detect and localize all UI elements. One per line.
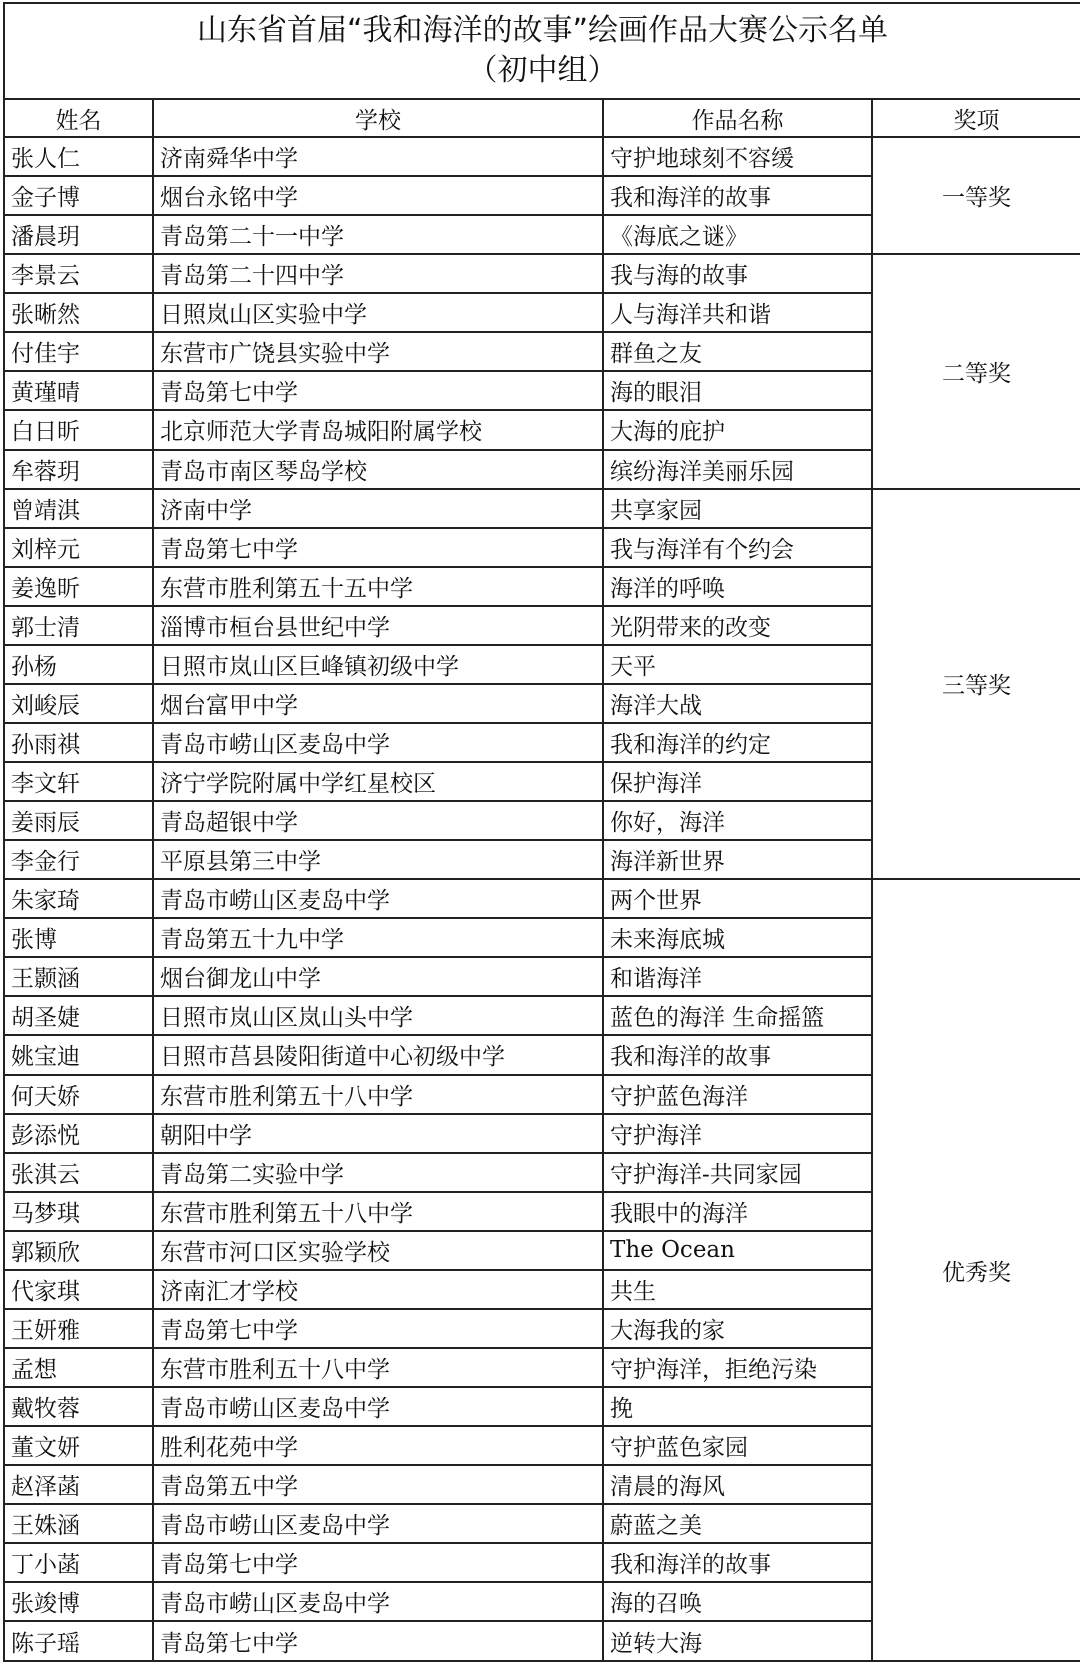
artwork-title: 守护蓝色家园	[603, 1426, 872, 1465]
student-name: 曾靖淇	[4, 489, 153, 528]
school-name: 淄博市桓台县世纪中学	[153, 606, 603, 645]
artwork-title: 保护海洋	[603, 762, 872, 801]
school-name: 东营市胜利五十八中学	[153, 1348, 603, 1387]
artwork-title: 守护海洋-共同家园	[603, 1153, 872, 1192]
title-main: 山东省首届“我和海洋的故事”绘画作品大赛公示名单	[196, 13, 889, 48]
school-name: 东营市胜利第五十八中学	[153, 1192, 603, 1231]
student-name: 金子博	[4, 176, 153, 215]
artwork-title: 共生	[603, 1270, 872, 1309]
school-name: 日照市岚山区巨峰镇初级中学	[153, 645, 603, 684]
student-name: 王姝涵	[4, 1504, 153, 1543]
student-name: 张晰然	[4, 293, 153, 332]
student-name: 张竣博	[4, 1582, 153, 1621]
student-name: 张博	[4, 918, 153, 957]
student-name: 戴牧蓉	[4, 1387, 153, 1426]
school-name: 青岛第七中学	[153, 1309, 603, 1348]
school-name: 青岛市崂山区麦岛中学	[153, 1582, 603, 1621]
school-name: 东营市胜利第五十八中学	[153, 1075, 603, 1114]
artwork-title: 蔚蓝之美	[603, 1504, 872, 1543]
artwork-title: 海洋大战	[603, 684, 872, 723]
artwork-title: 守护地球刻不容缓	[603, 137, 872, 176]
award-level: 三等奖	[872, 489, 1080, 880]
school-name: 青岛市崂山区麦岛中学	[153, 1387, 603, 1426]
artwork-title: 共享家园	[603, 489, 872, 528]
artwork-title: 海洋的呼唤	[603, 567, 872, 606]
student-name: 李文轩	[4, 762, 153, 801]
student-name: 白日昕	[4, 410, 153, 449]
artwork-title: 挽	[603, 1387, 872, 1426]
school-name: 东营市河口区实验学校	[153, 1231, 603, 1270]
school-name: 青岛市崂山区麦岛中学	[153, 723, 603, 762]
school-name: 青岛市南区琴岛学校	[153, 450, 603, 489]
school-name: 青岛第七中学	[153, 371, 603, 410]
school-name: 日照市岚山区岚山头中学	[153, 996, 603, 1035]
school-name: 济南汇才学校	[153, 1270, 603, 1309]
artwork-title: 守护海洋	[603, 1114, 872, 1153]
student-name: 牟蓉玥	[4, 450, 153, 489]
student-name: 王颢涵	[4, 957, 153, 996]
student-name: 朱家琦	[4, 879, 153, 918]
school-name: 朝阳中学	[153, 1114, 603, 1153]
student-name: 彭添悦	[4, 1114, 153, 1153]
student-name: 李景云	[4, 254, 153, 293]
artwork-title: 逆转大海	[603, 1621, 872, 1661]
student-name: 陈子瑶	[4, 1621, 153, 1661]
table-row	[4, 879, 1080, 918]
student-name: 张淇云	[4, 1153, 153, 1192]
artwork-title: 《海底之谜》	[603, 215, 872, 254]
school-name: 北京师范大学青岛城阳附属学校	[153, 410, 603, 449]
school-name: 青岛市崂山区麦岛中学	[153, 1504, 603, 1543]
student-name: 姜雨辰	[4, 801, 153, 840]
school-name: 青岛市崂山区麦岛中学	[153, 879, 603, 918]
artwork-title: 海的召唤	[603, 1582, 872, 1621]
student-name: 孙杨	[4, 645, 153, 684]
student-name: 潘晨玥	[4, 215, 153, 254]
award-list-body	[4, 137, 1080, 1661]
award-level: 二等奖	[872, 254, 1080, 488]
school-name: 济宁学院附属中学红星校区	[153, 762, 603, 801]
student-name: 孟想	[4, 1348, 153, 1387]
school-name: 东营市广饶县实验中学	[153, 332, 603, 371]
school-name: 烟台富甲中学	[153, 684, 603, 723]
school-name: 济南舜华中学	[153, 137, 603, 176]
award-list-table	[3, 2, 1080, 1662]
artwork-title: 大海的庇护	[603, 410, 872, 449]
student-name: 马梦琪	[4, 1192, 153, 1231]
school-name: 青岛第二十一中学	[153, 215, 603, 254]
artwork-title: 和谐海洋	[603, 957, 872, 996]
artwork-title: 海的眼泪	[603, 371, 872, 410]
table-row	[4, 254, 1080, 293]
header-row	[4, 99, 1080, 137]
header-work: 作品名称	[603, 99, 872, 137]
award-level: 优秀奖	[872, 879, 1080, 1661]
header-name: 姓名	[4, 99, 153, 137]
school-name: 青岛第七中学	[153, 1543, 603, 1582]
artwork-title: The Ocean	[603, 1231, 872, 1270]
school-name: 济南中学	[153, 489, 603, 528]
school-name: 日照岚山区实验中学	[153, 293, 603, 332]
artwork-title: 未来海底城	[603, 918, 872, 957]
artwork-title: 群鱼之友	[603, 332, 872, 371]
artwork-title: 光阴带来的改变	[603, 606, 872, 645]
student-name: 黄瑾晴	[4, 371, 153, 410]
artwork-title: 两个世界	[603, 879, 872, 918]
student-name: 李金行	[4, 840, 153, 879]
award-level: 一等奖	[872, 137, 1080, 254]
school-name: 日照市莒县陵阳街道中心初级中学	[153, 1035, 603, 1074]
artwork-title: 守护蓝色海洋	[603, 1075, 872, 1114]
student-name: 代家琪	[4, 1270, 153, 1309]
artwork-title: 守护海洋，拒绝污染	[603, 1348, 872, 1387]
student-name: 姜逸昕	[4, 567, 153, 606]
school-name: 青岛第五中学	[153, 1465, 603, 1504]
student-name: 付佳宇	[4, 332, 153, 371]
artwork-title: 我和海洋的约定	[603, 723, 872, 762]
school-name: 青岛第二实验中学	[153, 1153, 603, 1192]
student-name: 刘峻辰	[4, 684, 153, 723]
student-name: 郭士清	[4, 606, 153, 645]
artwork-title: 我和海洋的故事	[603, 1035, 872, 1074]
artwork-title: 我和海洋的故事	[603, 176, 872, 215]
school-name: 青岛第七中学	[153, 528, 603, 567]
document-title	[4, 3, 1080, 99]
title-row	[4, 3, 1080, 99]
artwork-title: 我眼中的海洋	[603, 1192, 872, 1231]
school-name: 平原县第三中学	[153, 840, 603, 879]
student-name: 郭颖欣	[4, 1231, 153, 1270]
school-name: 东营市胜利第五十五中学	[153, 567, 603, 606]
table-row	[4, 137, 1080, 176]
school-name: 青岛第七中学	[153, 1621, 603, 1661]
school-name: 胜利花苑中学	[153, 1426, 603, 1465]
artwork-title: 我与海的故事	[603, 254, 872, 293]
school-name: 青岛第五十九中学	[153, 918, 603, 957]
header-school: 学校	[153, 99, 603, 137]
artwork-title: 海洋新世界	[603, 840, 872, 879]
student-name: 丁小菡	[4, 1543, 153, 1582]
artwork-title: 我和海洋的故事	[603, 1543, 872, 1582]
artwork-title: 缤纷海洋美丽乐园	[603, 450, 872, 489]
school-name: 青岛超银中学	[153, 801, 603, 840]
student-name: 孙雨祺	[4, 723, 153, 762]
student-name: 王妍雅	[4, 1309, 153, 1348]
artwork-title: 人与海洋共和谐	[603, 293, 872, 332]
student-name: 刘梓元	[4, 528, 153, 567]
header-award: 奖项	[872, 99, 1080, 137]
artwork-title: 天平	[603, 645, 872, 684]
student-name: 张人仁	[4, 137, 153, 176]
school-name: 青岛第二十四中学	[153, 254, 603, 293]
student-name: 姚宝迪	[4, 1035, 153, 1074]
artwork-title: 清晨的海风	[603, 1465, 872, 1504]
artwork-title: 蓝色的海洋 生命摇篮	[603, 996, 872, 1035]
student-name: 董文妍	[4, 1426, 153, 1465]
student-name: 胡圣婕	[4, 996, 153, 1035]
title-group: （初中组）	[467, 53, 618, 88]
table-row	[4, 489, 1080, 528]
school-name: 烟台御龙山中学	[153, 957, 603, 996]
artwork-title: 我与海洋有个约会	[603, 528, 872, 567]
artwork-title: 大海我的家	[603, 1309, 872, 1348]
artwork-title: 你好，海洋	[603, 801, 872, 840]
student-name: 赵泽菡	[4, 1465, 153, 1504]
student-name: 何天娇	[4, 1075, 153, 1114]
school-name: 烟台永铭中学	[153, 176, 603, 215]
